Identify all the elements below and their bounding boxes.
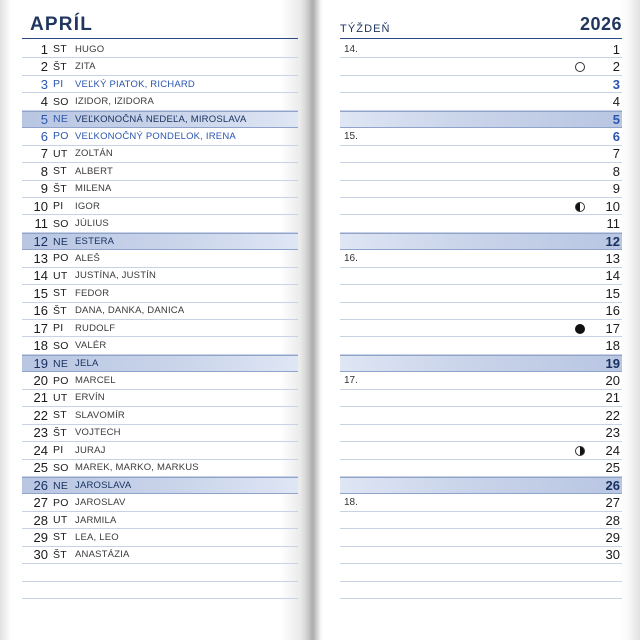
day-number: 21 bbox=[33, 390, 48, 406]
day-of-week: PO bbox=[53, 496, 69, 509]
day-row[interactable] bbox=[22, 477, 298, 494]
day-number: 25 bbox=[33, 460, 48, 476]
week-day-row[interactable] bbox=[340, 250, 622, 267]
nameday-label: JUSTÍNA, JUSTÍN bbox=[75, 270, 157, 282]
nameday-label: JAROSLAV bbox=[75, 497, 126, 509]
day-number: 17 bbox=[33, 320, 48, 336]
day-number: 28 bbox=[33, 512, 48, 528]
nameday-label: ALEŠ bbox=[75, 252, 101, 264]
week-day-row[interactable] bbox=[340, 146, 622, 163]
day-row[interactable] bbox=[22, 303, 298, 320]
note-area[interactable] bbox=[384, 443, 594, 457]
day-number: 4 bbox=[40, 94, 48, 110]
week-number: 16. bbox=[344, 252, 358, 264]
nameday-label: VEĽKONOČNÁ NEDEĽA, MIROSLAVA bbox=[75, 113, 247, 125]
nameday-label: IGOR bbox=[75, 200, 101, 212]
day-of-week: PO bbox=[53, 252, 69, 265]
day-of-week: SO bbox=[53, 95, 69, 108]
day-number: 28 bbox=[605, 512, 620, 528]
day-number: 24 bbox=[33, 442, 48, 458]
day-number: 20 bbox=[605, 373, 620, 389]
week-day-row[interactable] bbox=[340, 93, 622, 110]
day-number: 25 bbox=[605, 460, 620, 476]
nameday-label: VOJTECH bbox=[75, 427, 121, 439]
day-row[interactable] bbox=[22, 181, 298, 198]
day-number: 14 bbox=[605, 268, 620, 284]
week-day-row[interactable] bbox=[340, 372, 622, 389]
day-number: 2 bbox=[40, 59, 48, 75]
day-row[interactable] bbox=[22, 111, 298, 128]
day-row[interactable] bbox=[22, 460, 298, 477]
week-number: 14. bbox=[344, 43, 358, 55]
day-number: 3 bbox=[40, 76, 48, 92]
day-number: 21 bbox=[605, 390, 620, 406]
day-of-week: UT bbox=[53, 514, 68, 527]
day-of-week: SO bbox=[53, 217, 69, 230]
week-day-row[interactable] bbox=[340, 215, 622, 232]
day-number: 29 bbox=[605, 529, 620, 545]
day-of-week: PI bbox=[53, 322, 64, 335]
day-row[interactable] bbox=[22, 355, 298, 372]
week-day-row[interactable] bbox=[340, 442, 622, 459]
week-day-list bbox=[340, 41, 622, 599]
week-day-row[interactable] bbox=[340, 390, 622, 407]
day-row[interactable] bbox=[22, 494, 298, 511]
day-number: 30 bbox=[605, 547, 620, 563]
day-number: 13 bbox=[605, 250, 620, 266]
day-row[interactable] bbox=[22, 390, 298, 407]
week-day-row[interactable] bbox=[340, 460, 622, 477]
nameday-label: FEDOR bbox=[75, 287, 110, 299]
week-day-row[interactable] bbox=[340, 512, 622, 529]
right-header bbox=[340, 14, 622, 38]
year-label: 2026 bbox=[579, 14, 622, 34]
day-of-week: ST bbox=[53, 287, 68, 300]
day-number: 30 bbox=[33, 547, 48, 563]
week-day-row[interactable] bbox=[340, 58, 622, 75]
week-day-row[interactable] bbox=[340, 355, 622, 372]
day-number: 2 bbox=[612, 59, 620, 75]
nameday-label: JELA bbox=[75, 358, 99, 370]
day-row[interactable] bbox=[22, 547, 298, 564]
week-number: 18. bbox=[344, 497, 358, 509]
nameday-label: ZITA bbox=[75, 61, 96, 73]
day-number: 7 bbox=[612, 146, 620, 162]
day-of-week: PO bbox=[53, 130, 69, 143]
day-row[interactable] bbox=[22, 512, 298, 529]
day-number: 19 bbox=[605, 356, 620, 372]
day-number: 5 bbox=[40, 111, 48, 127]
week-day-row[interactable] bbox=[340, 198, 622, 215]
week-day-row[interactable] bbox=[340, 181, 622, 198]
blank-row[interactable] bbox=[340, 582, 622, 599]
day-number: 12 bbox=[33, 234, 48, 250]
week-day-row[interactable] bbox=[340, 233, 622, 250]
moon-phase-first-icon bbox=[575, 446, 585, 456]
day-number: 16 bbox=[33, 303, 48, 319]
header-rule-right bbox=[340, 38, 622, 39]
day-number: 1 bbox=[40, 41, 48, 57]
day-row[interactable] bbox=[22, 128, 298, 145]
day-of-week: PI bbox=[53, 444, 64, 457]
blank-row[interactable] bbox=[340, 564, 622, 581]
day-of-week: NE bbox=[53, 479, 69, 492]
day-number: 8 bbox=[612, 163, 620, 179]
day-row[interactable] bbox=[22, 337, 298, 354]
day-row[interactable] bbox=[22, 41, 298, 58]
day-row[interactable] bbox=[22, 163, 298, 180]
day-number: 11 bbox=[34, 216, 48, 232]
day-of-week: SO bbox=[53, 339, 69, 352]
day-number: 1 bbox=[612, 41, 620, 57]
nameday-label: VALÉR bbox=[75, 340, 107, 352]
day-number: 17 bbox=[605, 320, 620, 336]
nameday-label: JAROSLAVA bbox=[75, 480, 132, 492]
nameday-label: VEĽKÝ PIATOK, RICHARD bbox=[75, 78, 195, 90]
week-day-row[interactable] bbox=[340, 268, 622, 285]
day-row[interactable] bbox=[22, 407, 298, 424]
day-row[interactable] bbox=[22, 320, 298, 337]
day-number: 4 bbox=[612, 94, 620, 110]
day-of-week: ŠT bbox=[53, 60, 68, 73]
day-number: 3 bbox=[612, 76, 620, 92]
day-row[interactable] bbox=[22, 198, 298, 215]
week-day-row[interactable] bbox=[340, 425, 622, 442]
nameday-label: MILENA bbox=[75, 183, 112, 195]
day-number: 15 bbox=[605, 285, 620, 301]
day-of-week: ST bbox=[53, 165, 68, 178]
day-number: 26 bbox=[605, 478, 620, 494]
day-number: 9 bbox=[612, 181, 620, 197]
day-number: 10 bbox=[33, 198, 48, 214]
day-of-week: NE bbox=[53, 235, 69, 248]
day-of-week: PI bbox=[53, 78, 64, 91]
nameday-label: HUGO bbox=[75, 43, 105, 55]
day-row[interactable] bbox=[22, 76, 298, 93]
day-row[interactable] bbox=[22, 529, 298, 546]
day-number: 19 bbox=[33, 356, 48, 372]
day-number: 29 bbox=[33, 529, 48, 545]
day-row[interactable] bbox=[22, 93, 298, 110]
day-of-week: ŠT bbox=[53, 182, 68, 195]
day-number: 6 bbox=[612, 128, 620, 144]
day-number: 24 bbox=[605, 442, 620, 458]
week-day-row[interactable] bbox=[340, 320, 622, 337]
day-number: 9 bbox=[40, 181, 48, 197]
week-day-row[interactable] bbox=[340, 547, 622, 564]
week-day-row[interactable] bbox=[340, 111, 622, 128]
day-row[interactable] bbox=[22, 285, 298, 302]
day-of-week: UT bbox=[53, 269, 68, 282]
week-number: 17. bbox=[344, 375, 358, 387]
day-of-week: PI bbox=[53, 200, 64, 213]
note-area[interactable] bbox=[384, 321, 594, 335]
day-number: 26 bbox=[33, 478, 48, 494]
left-page bbox=[0, 0, 312, 640]
blank-row[interactable] bbox=[22, 582, 298, 599]
day-number: 22 bbox=[605, 407, 620, 423]
nameday-label: RUDOLF bbox=[75, 322, 116, 334]
day-list bbox=[22, 41, 298, 599]
day-number: 16 bbox=[605, 303, 620, 319]
day-of-week: ST bbox=[53, 531, 68, 544]
week-day-row[interactable] bbox=[340, 285, 622, 302]
day-row[interactable] bbox=[22, 372, 298, 389]
day-of-week: UT bbox=[53, 391, 68, 404]
week-day-row[interactable] bbox=[340, 128, 622, 145]
day-row[interactable] bbox=[22, 58, 298, 75]
note-area[interactable] bbox=[384, 60, 594, 74]
day-number: 22 bbox=[33, 407, 48, 423]
week-day-row[interactable] bbox=[340, 76, 622, 93]
blank-row[interactable] bbox=[22, 564, 298, 581]
day-of-week: NE bbox=[53, 357, 69, 370]
nameday-label: ALBERT bbox=[75, 165, 113, 177]
moon-phase-new-icon bbox=[575, 324, 585, 334]
week-day-row[interactable] bbox=[340, 303, 622, 320]
day-number: 20 bbox=[33, 373, 48, 389]
day-number: 8 bbox=[40, 163, 48, 179]
day-number: 10 bbox=[605, 198, 620, 214]
day-of-week: NE bbox=[53, 113, 69, 126]
moon-phase-full-icon bbox=[575, 62, 585, 72]
day-row[interactable] bbox=[22, 268, 298, 285]
day-number: 6 bbox=[40, 128, 48, 144]
page-title: APRÍL bbox=[30, 14, 93, 35]
nameday-label: ZOLTÁN bbox=[75, 148, 113, 160]
day-of-week: SO bbox=[53, 461, 69, 474]
day-row[interactable] bbox=[22, 250, 298, 267]
week-column-label: TÝŽDEŇ bbox=[340, 23, 391, 35]
day-number: 23 bbox=[33, 425, 48, 441]
week-day-row[interactable] bbox=[340, 337, 622, 354]
day-of-week: PO bbox=[53, 374, 69, 387]
day-number: 7 bbox=[40, 146, 48, 162]
nameday-label: MARCEL bbox=[75, 375, 116, 387]
right-page bbox=[322, 0, 640, 640]
nameday-label: JÚLIUS bbox=[75, 218, 109, 230]
day-of-week: UT bbox=[53, 147, 68, 160]
day-number: 15 bbox=[33, 285, 48, 301]
nameday-label: VEĽKONOČNÝ PONDELOK, IRENA bbox=[75, 130, 236, 142]
nameday-label: ESTERA bbox=[75, 236, 115, 248]
week-day-row[interactable] bbox=[340, 163, 622, 180]
day-row[interactable] bbox=[22, 146, 298, 163]
week-day-row[interactable] bbox=[340, 41, 622, 58]
nameday-label: ERVÍN bbox=[75, 392, 105, 404]
moon-phase-last-icon bbox=[575, 202, 585, 212]
day-number: 18 bbox=[33, 338, 48, 354]
week-day-row[interactable] bbox=[340, 494, 622, 511]
nameday-label: LEA, LEO bbox=[75, 531, 119, 543]
day-number: 18 bbox=[605, 338, 620, 354]
week-day-row[interactable] bbox=[340, 477, 622, 494]
note-area[interactable] bbox=[384, 199, 594, 213]
day-of-week: ŠT bbox=[53, 548, 68, 561]
nameday-label: JURAJ bbox=[75, 444, 106, 456]
day-number: 23 bbox=[605, 425, 620, 441]
day-number: 14 bbox=[33, 268, 48, 284]
day-of-week: ST bbox=[53, 409, 68, 422]
nameday-label: DANA, DANKA, DANICA bbox=[75, 305, 185, 317]
nameday-label: SLAVOMÍR bbox=[75, 409, 125, 421]
day-row[interactable] bbox=[22, 233, 298, 250]
day-row[interactable] bbox=[22, 442, 298, 459]
day-number: 27 bbox=[33, 495, 48, 511]
day-number: 27 bbox=[605, 495, 620, 511]
day-of-week: ŠT bbox=[53, 426, 68, 439]
day-of-week: ŠT bbox=[53, 304, 68, 317]
day-number: 5 bbox=[612, 111, 620, 127]
week-day-row[interactable] bbox=[340, 529, 622, 546]
week-day-row[interactable] bbox=[340, 407, 622, 424]
week-number: 15. bbox=[344, 130, 358, 142]
day-row[interactable] bbox=[22, 215, 298, 232]
nameday-label: MAREK, MARKO, MARKUS bbox=[75, 462, 199, 474]
nameday-label: ANASTÁZIA bbox=[75, 549, 130, 561]
day-row[interactable] bbox=[22, 425, 298, 442]
day-number: 11 bbox=[606, 216, 620, 232]
nameday-label: JARMILA bbox=[75, 514, 117, 526]
header-rule bbox=[22, 38, 298, 39]
nameday-label: IZIDOR, IZIDORA bbox=[75, 96, 154, 108]
day-number: 12 bbox=[605, 234, 620, 250]
day-of-week: ST bbox=[53, 43, 68, 56]
day-number: 13 bbox=[33, 250, 48, 266]
